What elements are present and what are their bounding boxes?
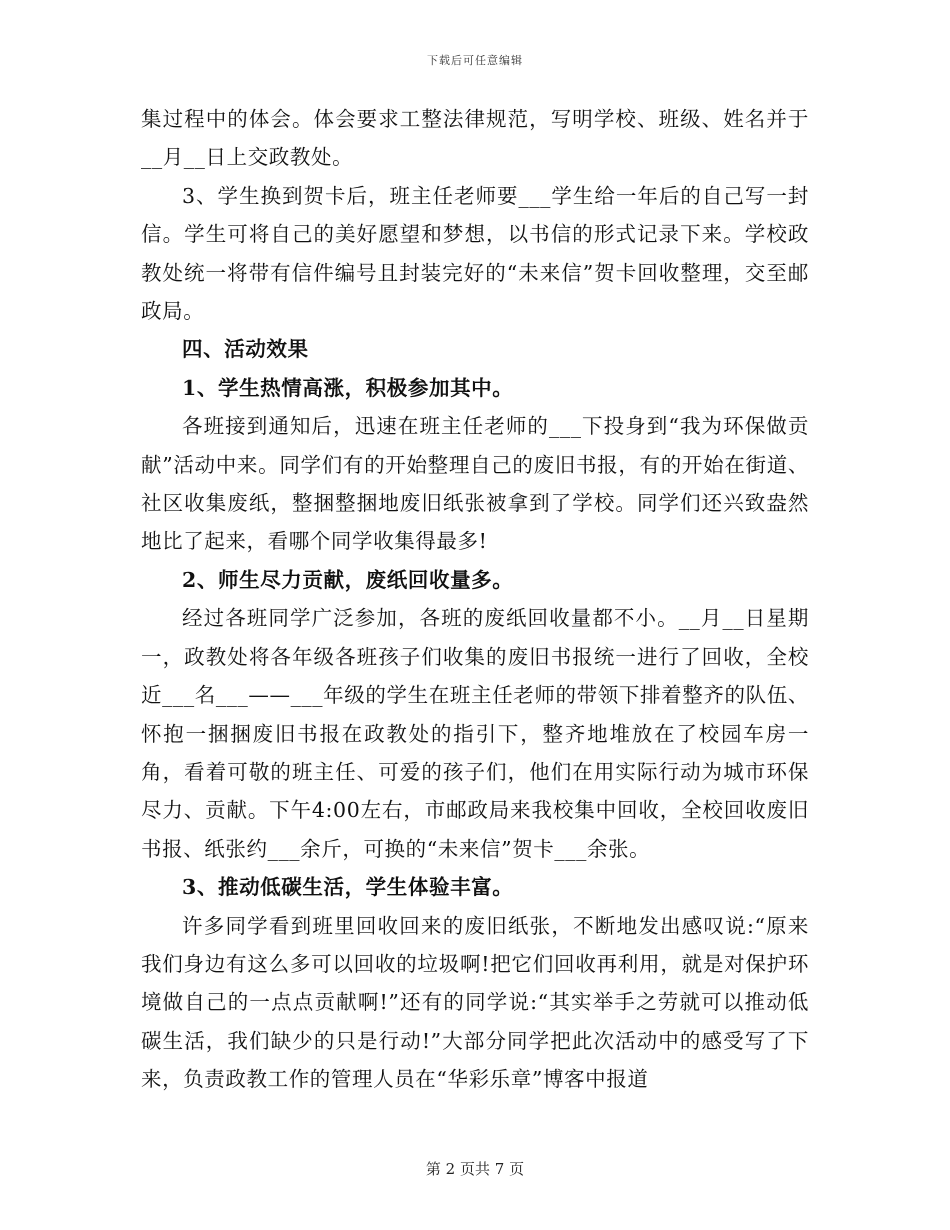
paragraph-continuation: 集过程中的体会。体会要求工整法律规范，写明学校、班级、姓名并于__月__日上交政教处。 — [141, 107, 809, 170]
subheading-3: 3、推动低碳生活，学生体验丰富。 — [182, 875, 514, 900]
paragraph-item-3: 3、学生换到贺卡后，班主任老师要___学生给一年后的自己写一封信。学生可将自己的美好愿望和梦想，以书信的形式记录下来。学校政教处统一将带有信件编号且封装完好的“未来信”贺卡回收整理，交至邮政局。 — [141, 183, 809, 324]
paragraph-effect-3: 许多同学看到班里回收回来的废旧纸张，不断地发出感叹说:“原来我们身边有这么多可以回收的垃圾啊!把它们回收再利用，就是对保护环境做自己的一点点贡献啊!”还有的同学说:“其实举手之劳就可以推动低碳生活，我们缺少的只是行动!”大部分同学把此次活动中的感受写了下来，负责政教工作的管理人员在“华彩乐章”博客中报道 — [141, 913, 809, 1092]
page-number: 第 2 页共 7 页 — [425, 1160, 525, 1178]
paragraph-effect-1: 各班接到通知后，迅速在班主任老师的___下投身到“我为环保做贡献”活动中来。同学们有的开始整理自己的废旧书报，有的开始在街道、社区收集废纸，整捆整捆地废旧纸张被拿到了学校。同学们还兴致盎然地比了起来，看哪个同学收集得最多! — [141, 414, 809, 554]
subheading-2: 2、师生尽力贡献，废纸回收量多。 — [182, 567, 514, 592]
subheading-1: 1、学生热情高涨，积极参加其中。 — [182, 375, 514, 400]
section-heading-effects: 四、活动效果 — [182, 337, 309, 362]
paragraph-effect-2: 经过各班同学广泛参加，各班的废纸回收量都不小。__月__日星期一，政教处将各年级各班孩子们收集的废旧书报统一进行了回收，全校近___名___——___年级的学生在班主任老师的带领下排着整齐的队伍、怀抱一捆捆废旧书报在政教处的指引下，整齐地堆放在了校园车房一角，看着可敬的班主任、可爱的孩子们，他们在用实际行动为城市环保尽力、贡献。下午4:00左右，市邮政局来我校集中回收，全校回收废旧书报、纸张约___余斤，可换的“未来信”贺卡___余张。 — [141, 606, 809, 861]
page-header: 下载后可任意编辑 — [427, 54, 523, 67]
document-body — [141, 100, 809, 1099]
